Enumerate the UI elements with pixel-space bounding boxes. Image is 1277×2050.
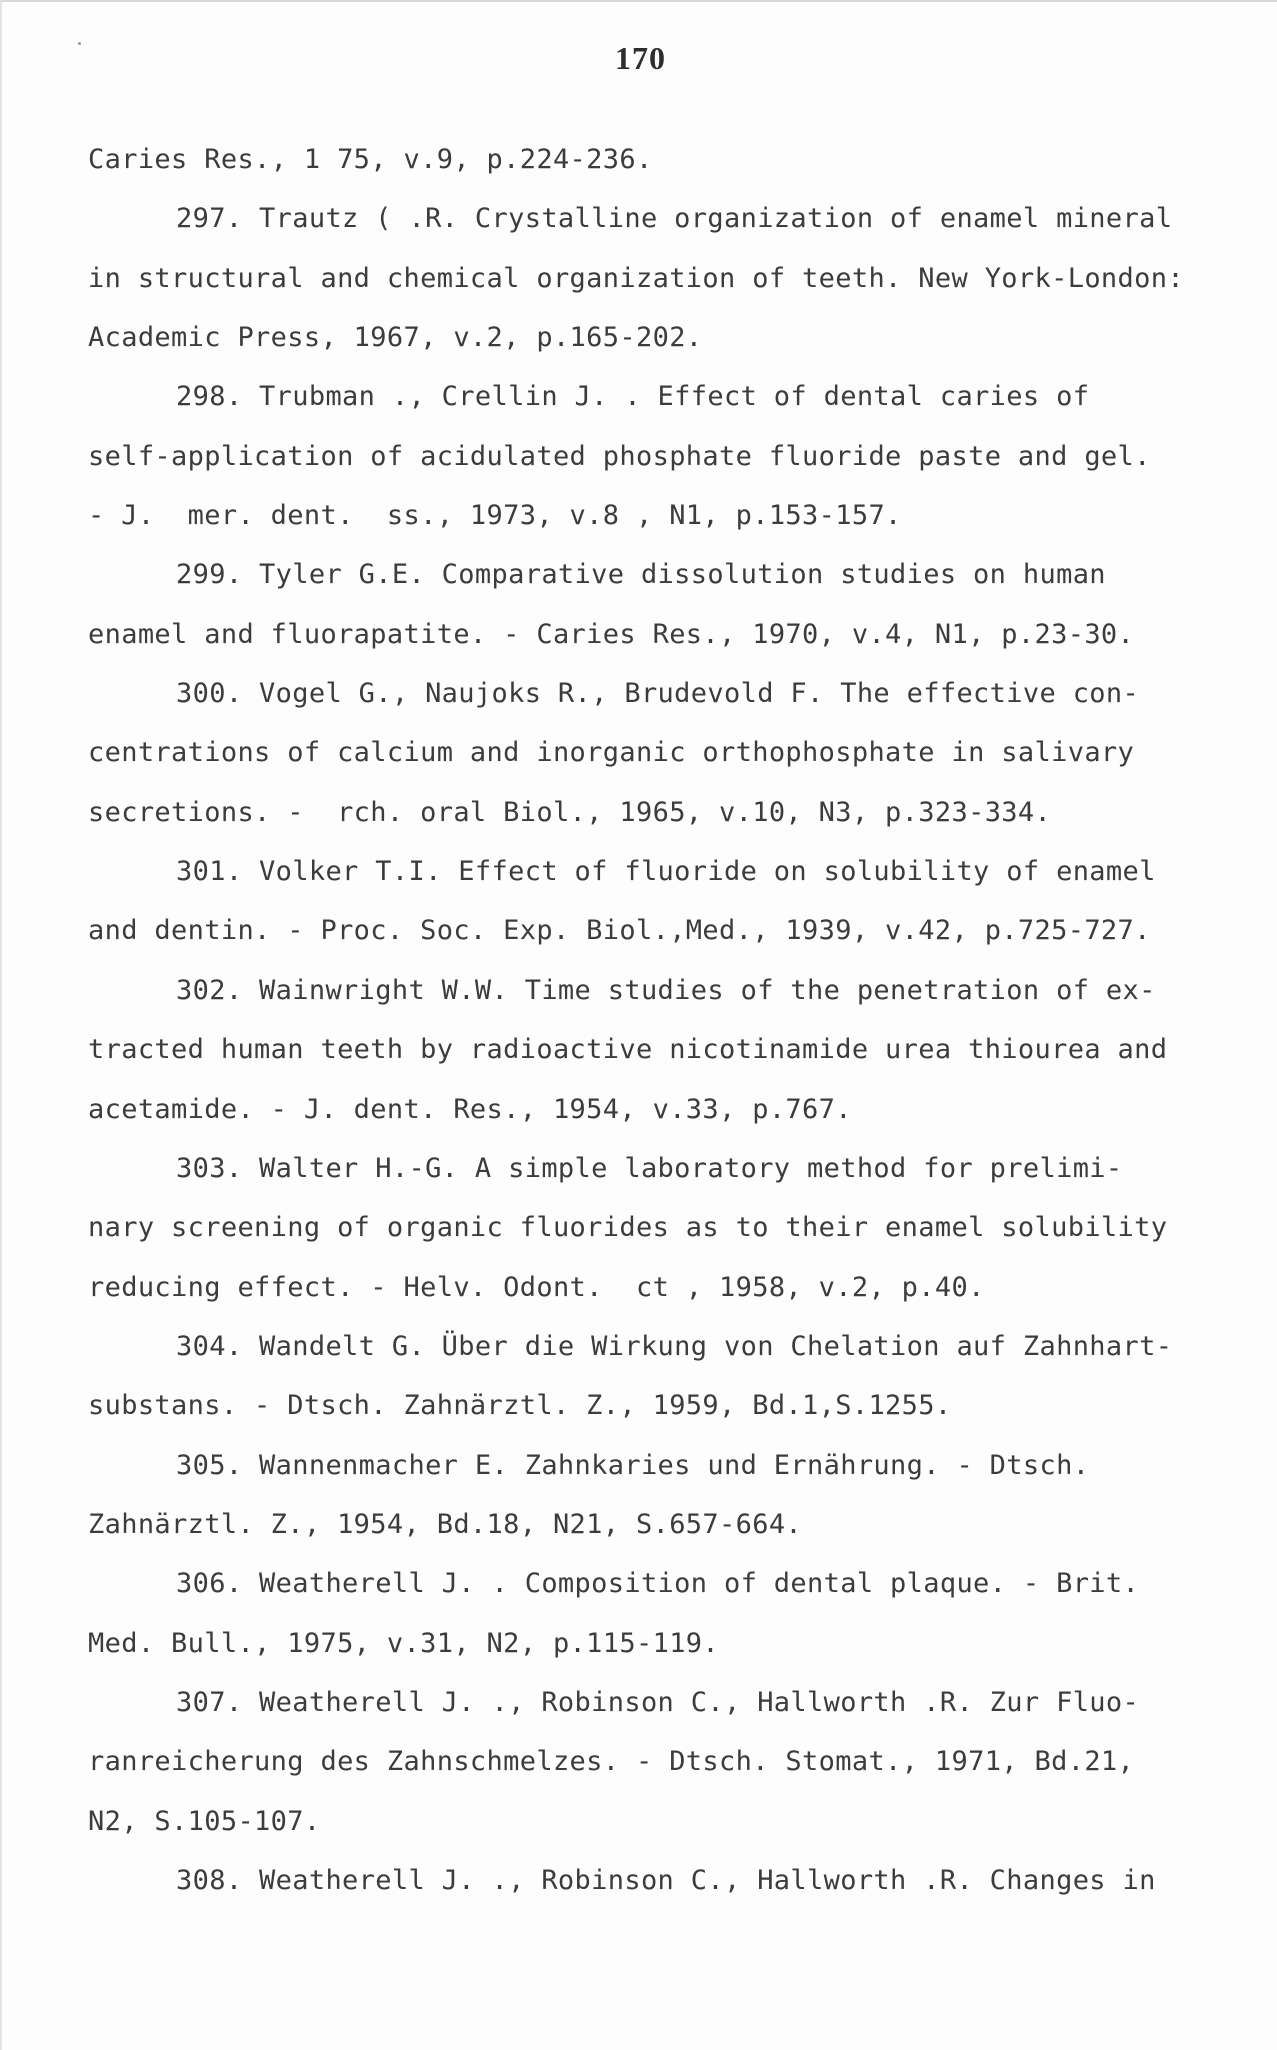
reference-line: self-application of acidulated phosphate fluoride paste and gel. bbox=[88, 440, 1151, 472]
reference-line: enamel and fluorapatite. - Caries Res., 1970, v.4, N1, p.23-30. bbox=[88, 618, 1135, 650]
reference-line: Zahnärztl. Z., 1954, Bd.18, N21, S.657-664. bbox=[88, 1508, 803, 1540]
page-number: 170 bbox=[615, 40, 666, 76]
reference-entry-start: 306. Weatherell J. . Composition of dental plaque. - Brit. bbox=[176, 1568, 1140, 1600]
reference-line: ranreicherung des Zahnschmelzes. - Dtsch. Stomat., 1971, Bd.21, bbox=[88, 1746, 1135, 1778]
reference-line: secretions. - rch. oral Biol., 1965, v.10, N3, p.323-334. bbox=[88, 796, 1052, 828]
reference-entry-start: 298. Trubman ., Crellin J. . Effect of dental caries of bbox=[176, 381, 1090, 413]
reference-entry-start: 303. Walter H.-G. A simple laboratory method for prelimi- bbox=[176, 1152, 1123, 1184]
reference-entry-start: 297. Trautz ( .R. Crystalline organization of enamel mineral bbox=[176, 203, 1173, 235]
reference-entry-start: 300. Vogel G., Naujoks R., Brudevold F. The effective con- bbox=[176, 678, 1140, 710]
reference-line: Academic Press, 1967, v.2, p.165-202. bbox=[88, 322, 703, 354]
reference-entry-start: 301. Volker T.I. Effect of fluoride on solubility of enamel bbox=[176, 856, 1156, 888]
reference-line: Med. Bull., 1975, v.31, N2, p.115-119. bbox=[88, 1627, 720, 1659]
reference-line: - J. mer. dent. ss., 1973, v.8 , N1, p.153-157. bbox=[88, 500, 902, 532]
reference-line: reducing effect. - Helv. Odont. ct , 1958, v.2, p.40. bbox=[88, 1271, 985, 1303]
reference-line: centrations of calcium and inorganic orthophosphate in salivary bbox=[88, 737, 1135, 769]
reference-line: Caries Res., 1 75, v.9, p.224-236. bbox=[88, 144, 653, 175]
reference-entry-start: 308. Weatherell J. ., Robinson C., Hallworth .R. Changes in bbox=[176, 1864, 1156, 1896]
reference-line: tracted human teeth by radioactive nicotinamide urea thiourea and bbox=[88, 1034, 1168, 1066]
reference-line: and dentin. - Proc. Soc. Exp. Biol.,Med., 1939, v.42, p.725-727. bbox=[88, 915, 1151, 947]
bibliography-text bbox=[88, 130, 1268, 1910]
reference-entry-start: 305. Wannenmacher E. Zahnkaries und Ernährung. - Dtsch. bbox=[176, 1449, 1090, 1481]
reference-line: nary screening of organic fluorides as to their enamel solubility bbox=[88, 1212, 1168, 1244]
reference-line: in structural and chemical organization of teeth. New York-London: bbox=[88, 262, 1184, 294]
reference-line: substans. - Dtsch. Zahnärztl. Z., 1959, Bd.1,S.1255. bbox=[88, 1390, 952, 1422]
reference-entry-start: 304. Wandelt G. Über die Wirkung von Chelation auf Zahnhart- bbox=[176, 1330, 1173, 1362]
reference-line: acetamide. - J. dent. Res., 1954, v.33, p.767. bbox=[88, 1093, 852, 1125]
reference-entry-start: 299. Tyler G.E. Comparative dissolution studies on human bbox=[176, 559, 1106, 591]
reference-entry-start: 302. Wainwright W.W. Time studies of the penetration of ex- bbox=[176, 974, 1156, 1006]
reference-entry-start: 307. Weatherell J. ., Robinson C., Hallworth .R. Zur Fluo- bbox=[176, 1686, 1140, 1718]
reference-line: N2, S.105-107. bbox=[88, 1805, 321, 1837]
